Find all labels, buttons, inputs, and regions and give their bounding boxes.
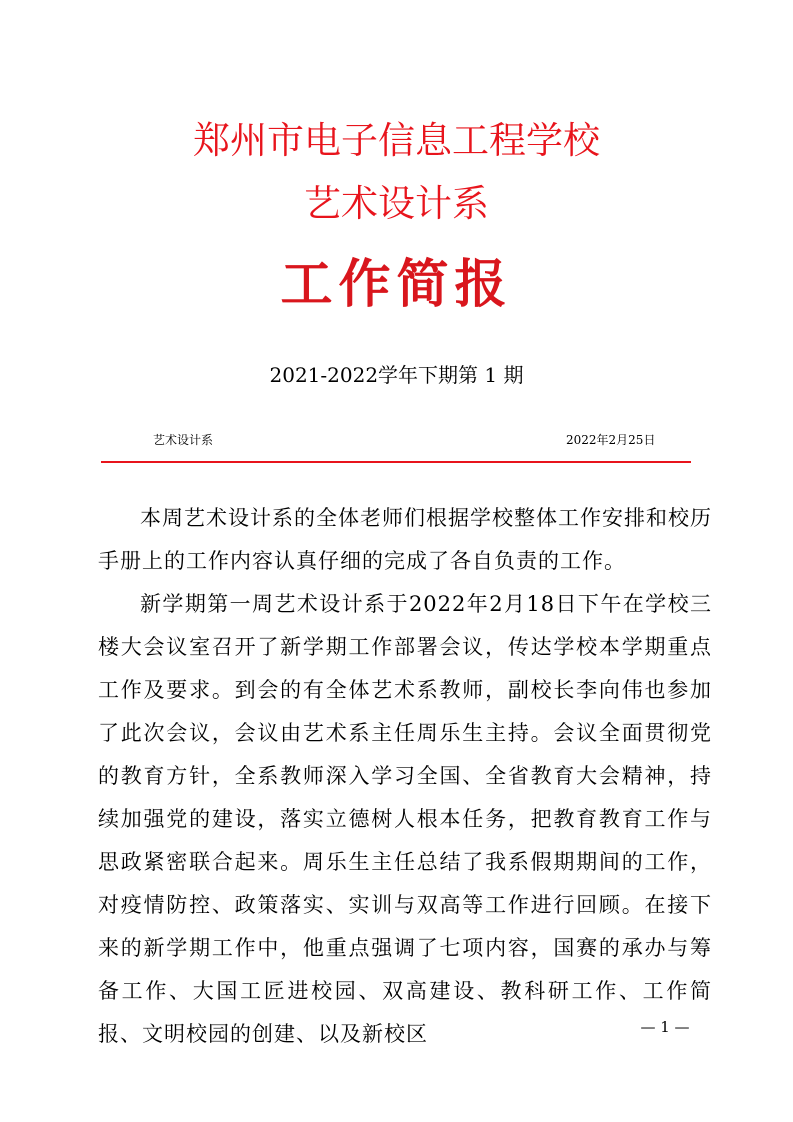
publication-title: 工作简报: [280, 254, 513, 315]
paragraph-2: 新学期第一周艺术设计系于2022年2月18日下午在学校三楼大会议室召开了新学期工作部署会议，传达学校本学期重点工作及要求。到会的有全体艺术系教师，副校长李向伟也参加了此次会议，会议由艺术系主任周乐生主持。会议全面贯彻党的教育方针，全系教师深入学习全国、全省教育大会精神，持续加强党的建设，落实立德树人根本任务，把教育教育工作与思政紧密联合起来。周乐生主任总结了我系假期期间的工作，对疫情防控、政策落实、实训与双高等工作进行回顾。在接下来的新学期工作中，他重点强调了七项内容，国赛的承办与筹备工作、大国工匠进校园、双高建设、教科研工作、工作简报、文明校园的创建、以及新校区: [98, 592, 712, 1046]
department-label: 艺术设计系: [153, 433, 214, 447]
red-divider: [101, 461, 691, 463]
body-text: [98, 497, 712, 1056]
school-title: 郑州市电子信息工程学校: [193, 119, 600, 162]
page-number: — 1 —: [640, 1018, 690, 1036]
issue-number: 2021-2022学年下期第 1 期: [269, 363, 524, 387]
publish-date: 2022年2月25日: [566, 433, 656, 447]
department-title: 艺术设计系: [304, 182, 489, 225]
paragraph-1: 本周艺术设计系的全体老师们根据学校整体工作安排和校历手册上的工作内容认真仔细的完成了各自负责的工作。: [98, 506, 712, 573]
